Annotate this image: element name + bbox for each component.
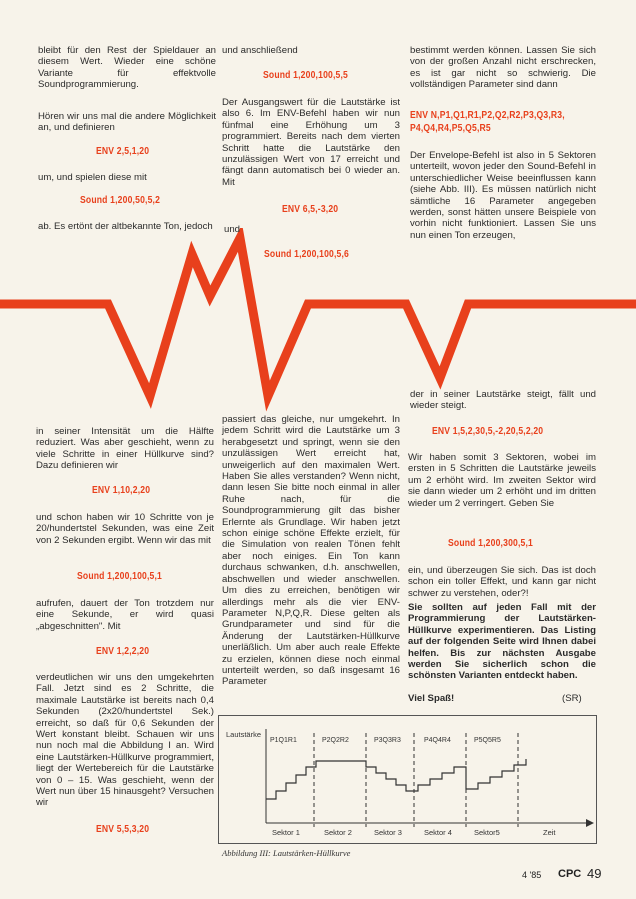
diagram-ylabel: Lautstärke [226,730,262,739]
code-sound-4: Sound 1,200,100,5,6 [264,249,350,260]
author-signature: (SR) [562,693,582,704]
col3-paragraph-1: bestimmt werden können. Lassen Sie sich von der großen Anzahl nicht erschrecken, es ist gar nicht so schwierig. Die vollständigen Parameter sind dann [410,45,596,91]
code-sound-1: Sound 1,200,50,5,2 [80,195,161,206]
col3-paragraph-5: ein, und überzeugen Sie sich. Das ist doch schon ein toller Effekt, und kann gar nicht schwer zu verstehen, oder?! [408,565,596,599]
sector-label-4: Sektor 4 [424,828,452,837]
col1-paragraph-1: bleibt für den Rest der Spieldauer an diesem Wert. Wieder eine schöne Variante für effektvolle Soundprogrammierung. [38,45,216,91]
issue-label: 4 '85 [522,870,542,880]
param-label-4: P4Q4R4 [424,737,451,744]
col2-paragraph-3: und [224,224,241,235]
col2-paragraph-1: und anschließend [222,45,298,56]
col1-paragraph-3: um, und spielen diese mit [38,172,147,183]
envelope-sector-diagram [218,715,598,845]
sector-label-5: Sektor5 [474,828,500,837]
param-label-2: P2Q2R2 [322,737,349,744]
code-env-full-line2: P4,Q4,R4,P5,Q5,R5 [410,123,491,134]
col1-paragraph-4: ab. Es ertönt der altbekannte Ton, jedoch [38,221,213,232]
col3-paragraph-2: Der Envelope-Befehl ist also in 5 Sektoren unterteilt, wovon jeder den Sound-Befehl in unterschiedlicher Weise beeinflussen kann (siehe Abb. III). Es müssen natürlich nicht sämtliche 16 Parameter angegeben werden, sonst hätten unsere Beispiele von vorhin nicht funktioniert. Lassen Sie uns nun einen Ton erzeugen, [410,150,596,241]
col3-paragraph-3: der in seiner Lautstärke steigt, fällt und wieder steigt. [410,389,596,412]
sector-label-1: Sektor 1 [272,828,300,837]
sector-dividers [314,733,518,827]
magazine-name: CPC [558,868,582,880]
col3-closing: Viel Spaß! [408,693,455,704]
sector-label-3: Sektor 3 [374,828,402,837]
code-env-3: ENV 1,2,2,20 [96,646,150,657]
param-label-1: P1Q1R1 [270,737,297,744]
col3-paragraph-6: Sie sollten auf jeden Fall mit der Programmierung der Lautstärken-Hüllkurve experimentieren. Das Listing auf der folgenden Seite wird Ihnen dabei helfen. Bis zur nächsten Ausgabe werden Sie sicherlich schon die schönsten Varianten entdeckt haben. [408,602,596,682]
code-env-4: ENV 5,5,3,20 [96,824,150,835]
code-env-2: ENV 1,10,2,20 [92,485,151,496]
diagram-xlabel: Zeit [543,828,556,837]
code-sound-5: Sound 1,200,300,5,1 [448,538,534,549]
col1-paragraph-2: Hören wir uns mal die andere Möglichkeit an, und definieren [38,111,216,134]
col2-paragraph-2: Der Ausgangswert für die Lautstärke ist also 6. Im ENV-Befehl haben wir nun fünfmal eine Erhöhung um 3 programmiert. Bereits nach dem vierten Schritt hatte die Lautstärke den unzulässigen Wert von 17 erreicht und fängt dann automatisch bei 0 wieder an. Mit [222,97,400,188]
diagram-x-arrow [586,819,594,827]
param-label-5: P5Q5R5 [474,737,501,744]
code-sound-3: Sound 1,200,100,5,5 [263,70,349,81]
col3-paragraph-4: Wir haben somit 3 Sektoren, wobei im ersten in 5 Schritten die Lautstärke jeweils um 2 erhöht wird. Im zweiten Sektor wird sie dann wieder um 2 erhöht und im dritten wieder um 2 verringert. Geben Sie [408,452,596,509]
code-env-5: ENV 6,5,-3,20 [282,204,339,215]
code-env-6: ENV 1,5,2,30,5,-2,20,5,2,20 [432,426,544,437]
col2-paragraph-4: passiert das gleiche, nur umgekehrt. In jedem Schritt wird die Lautstärke um 3 herabgesetzt und springt, wenn sie den unzulässigen Wert erreicht hat, unweigerlich auf den maximalen Wert. Haben Sie alles verstanden? Wenn nicht, dann lesen Sie bitte noch einmal in aller Ruhe nach, für die Soundprogrammierung gilt das bisher Erlernte als Grundlage. Wir haben jetzt schon einige schöne Effekte erzielt, für die Simulation von realen Tönen fehlt aber noch einiges. Ein Ton kann durchaus schwanken, d.h. anschwellen, abschwellen und wieder anschwellen. Um dies zu erreichen, benötigen wir allerdings mehr als die vier ENV-Parameter N,P,Q,R. Diese gelten als Grundparameter und sind für die Änderung der Lautstärken-Hüllkurve unerläßlich. Um aber auch reale Effekte zu erzielen, können diese noch einmal unterteilt werden, so daß insgesamt 16 Parameter [222,414,400,688]
col1-paragraph-8: verdeutlichen wir uns den umgekehrten Fall. Jetzt sind es 2 Schritte, die maximale Lautstärke ist bereits nach 0,4 Sekunden (2x20/hundertstel Sek.) erreicht, so daß für 0,6 Sekunden der Wert konstant bleibt. Schauen wir uns nun noch mal die Abbildung I an. Wird eine Lautstärken-Hüllkurve programmiert, liegt der Wertebereich für die Lautstärke von 0 – 15. Was geschieht, wenn der Wert nun über 15 hinausgeht? Versuchen wir [36,672,214,809]
code-env-1: ENV 2,5,1,20 [96,146,150,157]
code-env-full-line1: ENV N,P1,Q1,R1,P2,Q2,R2,P3,Q3,R3, [410,110,565,121]
col1-paragraph-5: in seiner Intensität um die Hälfte reduziert. Was aber geschieht, wenn zu viele Schritte in einer Hüllkurve sind? Dazu definieren wir [36,426,214,472]
page-number: 49 [587,866,602,881]
envelope-staircase [266,759,526,799]
figure-caption: Abbildung III: Lautstärken-Hüllkurve [222,848,351,858]
param-label-3: P3Q3R3 [374,737,401,744]
sector-label-2: Sektor 2 [324,828,352,837]
code-sound-2: Sound 1,200,100,5,1 [77,571,163,582]
col1-paragraph-6: und schon haben wir 10 Schritte von je 20/hundertstel Sekunden, was eine Zeit von 2 Sekunden ergibt. Wenn wir das mit [36,512,214,546]
col1-paragraph-7: aufrufen, dauert der Ton trotzdem nur eine Sekunde, er wird quasi „abgeschnitten". Mit [36,598,214,632]
